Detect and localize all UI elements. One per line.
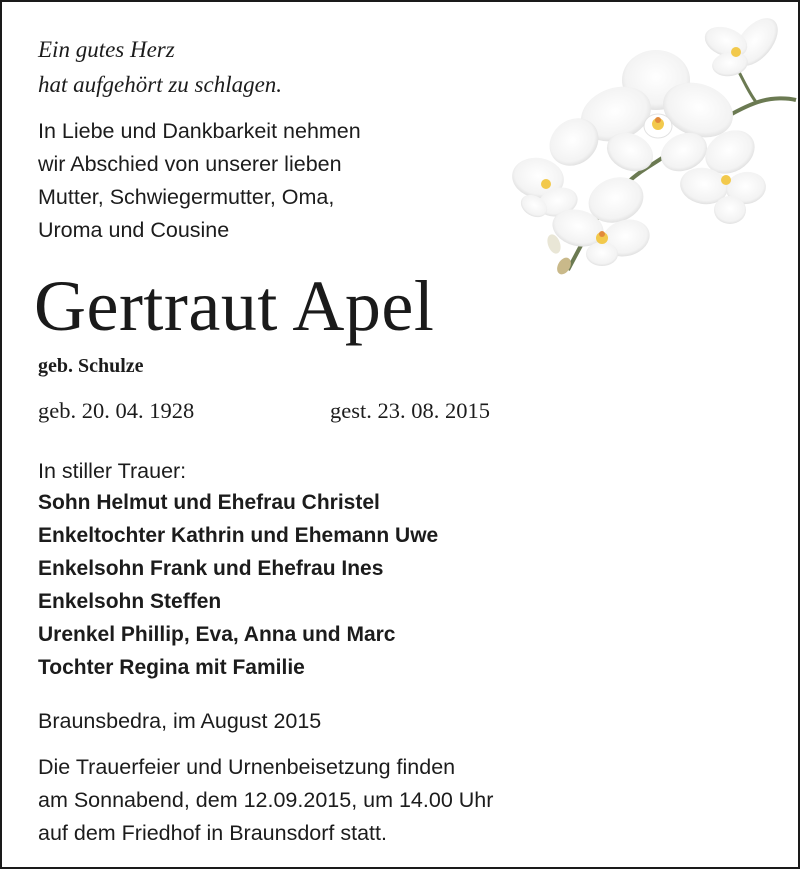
- orchid-bloom: [548, 170, 654, 266]
- intro-line: Uroma und Cousine: [38, 218, 230, 242]
- service-line: auf dem Friedhof in Braunsdorf statt.: [38, 821, 387, 845]
- place-date: Braunsbedra, im August 2015: [38, 709, 322, 733]
- mourner-entry: Urenkel Phillip, Eva, Anna und Marc: [38, 623, 396, 646]
- mourner-entry: Sohn Helmut und Ehefrau Christel: [38, 491, 380, 514]
- mourner-entry: Enkelsohn Steffen: [38, 590, 222, 613]
- quote-line: hat aufgehört zu schlagen.: [38, 72, 283, 97]
- birth-date: geb. 20. 04. 1928: [38, 398, 195, 423]
- intro-line: wir Abschied von unserer lieben: [38, 152, 342, 176]
- deceased-name: Gertraut Apel: [34, 266, 435, 346]
- memorial-quote: [38, 32, 282, 102]
- mourner-entry: Enkeltochter Kathrin und Ehemann Uwe: [38, 524, 439, 547]
- mourner-entry: Enkelsohn Frank und Ehefrau Ines: [38, 557, 384, 580]
- death-date: gest. 23. 08. 2015: [330, 398, 490, 423]
- intro-line: Mutter, Schwiegermutter, Oma,: [38, 185, 335, 209]
- mourners-heading: In stiller Trauer:: [38, 459, 187, 483]
- maiden-name: geb. Schulze: [38, 355, 144, 377]
- mourner-entry: Tochter Regina mit Familie: [38, 656, 305, 679]
- mourners-list: [38, 486, 438, 684]
- service-info: [38, 751, 493, 850]
- intro-line: In Liebe und Dankbarkeit nehmen: [38, 119, 361, 143]
- service-line: Die Trauerfeier und Urnenbeisetzung finden: [38, 755, 456, 779]
- intro-text: [38, 115, 361, 247]
- orchid-bloom: [701, 10, 787, 79]
- service-line: am Sonnabend, dem 12.09.2015, um 14.00 Uhr: [38, 788, 494, 812]
- life-dates: [38, 395, 490, 427]
- quote-line: Ein gutes Herz: [38, 37, 175, 62]
- orchid-flower-icon: [498, 2, 798, 292]
